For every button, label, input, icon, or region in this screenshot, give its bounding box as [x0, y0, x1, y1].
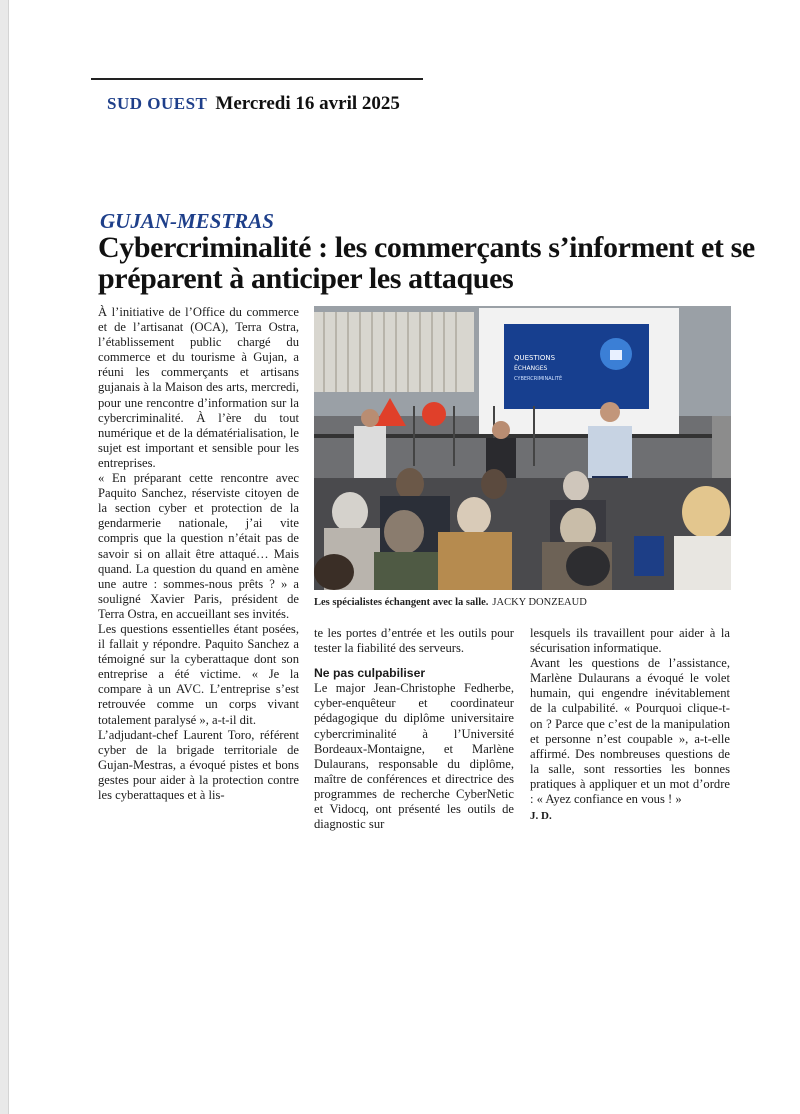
paragraph: Le major Jean-Christophe Fedherbe, cyber-enquêteur et coordinateur pédagogique du diplôme universitaire cybercriminalité à l’Université Bordeaux-Montaigne, et Marlène Dulaurans, responsable du diplôme, maître de conférences et directrice des programmes de recherche CyberNetic et Vidocq, ont présenté les outils de diagnostic sur [314, 681, 514, 832]
author-signature: J. D. [530, 810, 552, 823]
slide-text: CYBERCRIMINALITÉ [514, 376, 563, 382]
photo-credit: JACKY DONZEAUD [492, 597, 587, 608]
newspaper-page [8, 0, 800, 1114]
paragraph: Avant les questions de l’assistance, Marlène Dulaurans a évoqué le volet humain, qui engendre inévitablement de la culpabilité. « Pourquoi clique-t-on ? Parce que c’est de la manipulation et personne n’est coupable », a-t-elle affirmé. Des nombreuses questions de la salle, sont ressorties les bonnes pratiques à appliquer et un mot d’ordre : « Ayez confiance en vous ! » [530, 656, 730, 807]
photo-caption [314, 597, 731, 608]
publication-date: Mercredi 16 avril 2025 [215, 93, 400, 114]
article-kicker: GUJAN-MESTRAS [100, 209, 274, 233]
masthead [107, 93, 400, 115]
article-column-3 [530, 626, 730, 824]
paragraph: « En préparant cette rencontre avec Paquito Sanchez, réserviste citoyen de la section cyber et protection de la gendarmerie nationale, j’ai vite compris que la question n’était pas de savoir si on allait être attaqué… Mais quand. La question du quand en amène une autre : sommes-nous prêts ? » a souligné Xavier Paris, président de Terra Ostra, en accueillant ses invités. [98, 471, 299, 621]
paragraph: te les portes d’entrée et les outils pour tester la fiabilité des serveurs. [314, 626, 514, 656]
article-column-2 [314, 626, 514, 832]
article-column-1 [98, 305, 299, 803]
slide-text: QUESTIONS [514, 354, 556, 362]
article-subhead: Ne pas culpabiliser [314, 666, 426, 681]
newspaper-name: SUD OUEST [107, 94, 208, 113]
paragraph: L’adjudant-chef Laurent Toro, référent cyber de la brigade territoriale de Gujan-Mestras, a évoqué pistes et bons gestes pour aider à la protection contre les cyberattaques et à lis- [98, 727, 299, 802]
slide-text: ÉCHANGES [514, 365, 548, 372]
masthead-rule [91, 78, 423, 80]
article-photo [314, 306, 731, 590]
caption-text: Les spécialistes échangent avec la salle. [314, 597, 489, 608]
paragraph: lesquels ils travaillent pour aider à la sécurisation informatique. [530, 626, 730, 656]
paragraph: À l’initiative de l’Office du commerce et de l’artisanat (OCA), Terra Ostra, l’établissement public chargé du commerce et du tourisme à Gujan, a réuni les commerçants et artisans gujanais à la Maison des arts, mercredi, pour une rencontre d’information sur la cybercriminalité. À l’ère du tout numérique et de la dématérialisation, le sujet est important et sensible pour les entreprises. [98, 305, 299, 470]
article-headline: Cybercriminalité : les commerçants s’informent et se préparent à anticiper les attaques [98, 231, 755, 295]
paragraph: Les questions essentielles étant posées, il fallait y répondre. Paquito Sanchez a témoigné sur la cyberattaque dont son entreprise a été victime. « Je la compare à un AVC. L’entreprise s’est retrouvée comme un corps vivant totalement paralysé », a-t-il dit. [98, 621, 299, 727]
